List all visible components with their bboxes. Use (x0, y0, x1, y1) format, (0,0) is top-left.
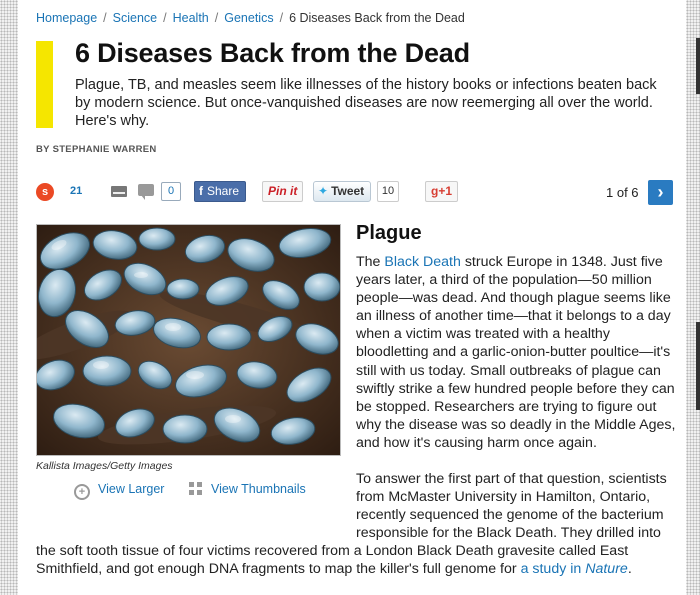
link-text: a study in (520, 561, 586, 578)
comment-icon[interactable] (138, 184, 154, 196)
body-paragraph (356, 253, 676, 452)
breadcrumb-separator: / (279, 11, 284, 25)
facebook-icon: f (199, 184, 203, 198)
article-dek: Plague, TB, and measles seem like illnesses of the history books or infections beaten back by modern science. But once-vanquished diseases are now reemerging all over the world. Here's why. (75, 77, 657, 129)
twitter-bird-icon: ✦ (318, 184, 329, 198)
tweet-label: Tweet (331, 184, 365, 198)
email-icon[interactable] (111, 186, 127, 197)
zoom-in-icon: + (74, 484, 90, 500)
photo-credit: Kallista Images/Getty Images (36, 460, 173, 472)
pinterest-button[interactable]: Pin it (262, 181, 303, 202)
breadcrumb-genetics[interactable]: Genetics (224, 11, 274, 25)
facebook-share-button[interactable] (194, 181, 246, 202)
nature-study-link[interactable] (521, 561, 628, 577)
facebook-share-label: Share (207, 184, 240, 198)
breadcrumb-science[interactable]: Science (112, 11, 158, 25)
view-larger-link[interactable] (74, 482, 164, 500)
google-plus-label: +1 (438, 184, 453, 198)
body-paragraph: To answer the first part of that question, scientists from McMaster University in Hamilton, Ontario, recently sequenced the genome of the bacterium responsible for the Black Death. They drilled into (356, 471, 667, 542)
google-plus-button[interactable] (425, 181, 458, 202)
breadcrumb-current: 6 Diseases Back from the Dead (289, 11, 465, 25)
breadcrumb-health[interactable]: Health (172, 11, 209, 25)
breadcrumb-separator: / (214, 11, 219, 25)
stumbleupon-count: 21 (70, 185, 83, 197)
breadcrumb (36, 11, 465, 25)
tweet-count: 10 (377, 181, 399, 202)
breadcrumb-separator: / (163, 11, 167, 25)
tweet-button[interactable] (313, 181, 371, 202)
breadcrumb-separator: / (103, 11, 107, 25)
text: the soft tooth tissue of four victims recovered from a London Black Death gravesite called East Smithfield, and got enough DNA fragments to map the killer's full genome for (36, 543, 629, 578)
breadcrumb-homepage[interactable]: Homepage (36, 11, 98, 25)
byline: BY STEPHANIE WARREN (36, 144, 157, 155)
link-text-italic: Nature (585, 561, 628, 578)
view-thumbnails-label: View Thumbnails (211, 482, 306, 496)
view-thumbnails-link[interactable] (189, 482, 306, 496)
gallery-page-count: 1 of 6 (606, 185, 639, 200)
article-photo[interactable] (36, 224, 341, 456)
left-margin-pattern (0, 0, 18, 595)
body-paragraph (36, 542, 686, 578)
text: . (627, 561, 632, 578)
section-heading: Plague (356, 222, 422, 244)
text: struck Europe in 1348. Just five years later, a third of the population—50 million people—was dead. And though plague seems like an illness of another time—that it belongs to a day when a victim was treated with a healthy bloodletting and a garlic-onion-butter poultice—it's still with us today. Small outbreaks of plague can swiftly strike a few hundred people before they can be stopped. Researchers are trying to figure out why the disease was so deadly in the Middle Ages, and how it's causing harm once again. (356, 254, 676, 451)
view-larger-label: View Larger (98, 482, 165, 496)
plague-bacteria-micrograph (37, 225, 340, 455)
grid-icon (189, 482, 202, 495)
title-accent-bar (36, 41, 53, 128)
stumbleupon-icon[interactable]: s (36, 183, 54, 201)
google-plus-g: g (431, 184, 439, 198)
comment-count[interactable]: 0 (161, 182, 181, 201)
right-edge-tab[interactable] (696, 38, 700, 94)
text: The (356, 254, 385, 270)
black-death-link[interactable]: Black Death (384, 254, 461, 270)
share-toolbar (36, 180, 676, 204)
article-title: 6 Diseases Back from the Dead (75, 38, 470, 68)
right-edge-tab[interactable] (696, 322, 700, 410)
next-slide-button[interactable]: › (648, 180, 673, 205)
